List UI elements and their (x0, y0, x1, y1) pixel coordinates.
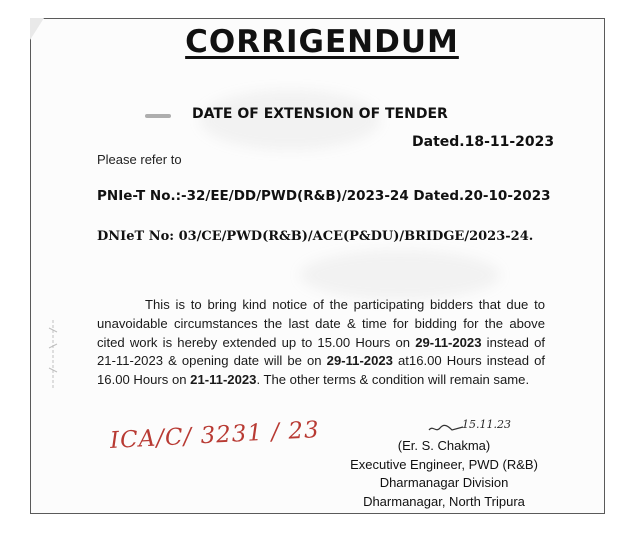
dniet-reference: DNIeT No: 03/CE/PWD(R&B)/ACE(P&DU)/BRIDGE/2023-24. (97, 229, 534, 244)
scan-smudge (300, 250, 500, 300)
signature-scribble (428, 424, 464, 434)
signatory-designation: Executive Engineer, PWD (R&B) (350, 456, 538, 472)
original-date: 21-11-2023 (190, 372, 257, 388)
pnit-reference: PNIe-T No.:-32/EE/DD/PWD(R&B)/2023-24 Dated.20-10-2023 (97, 188, 551, 204)
signatory-location: Dharmanagar, North Tripura (363, 493, 525, 509)
refer-line: Please refer to (97, 152, 182, 167)
body-paragraph: This is to bring kind notice of the participating bidders that due to unavoidable circumstances the last date & time for bidding for the above cited work is hereby extended up to 15.00 Hours on 29-11-2023 instead of 21-11-2023 & opening date will be on 29-11-2023 at16.00 Hours instead of 16.00 Hours on 21-11-2023. The other terms & condition will remain same. (97, 297, 546, 388)
extended-date: 29-11-2023 (415, 334, 482, 350)
dash-mark (145, 114, 171, 118)
page-fold-corner (30, 18, 44, 40)
signature-date: 15.11.23 (462, 418, 511, 431)
handwritten-reference-number: ICA/C/ 3231 / 23 (109, 417, 321, 454)
signatory-division: Dharmanagar Division (379, 475, 509, 490)
document-subtitle: DATE OF EXTENSION OF TENDER (192, 106, 448, 122)
signatory-name: (Er. S. Chakma) (397, 438, 491, 453)
margin-stamp-mark (46, 318, 60, 392)
opening-date: 29-11-2023 (326, 353, 393, 369)
document-title: CORRIGENDUM (185, 24, 459, 60)
document-date: Dated.18-11-2023 (412, 134, 555, 150)
signatory-block (338, 437, 550, 511)
